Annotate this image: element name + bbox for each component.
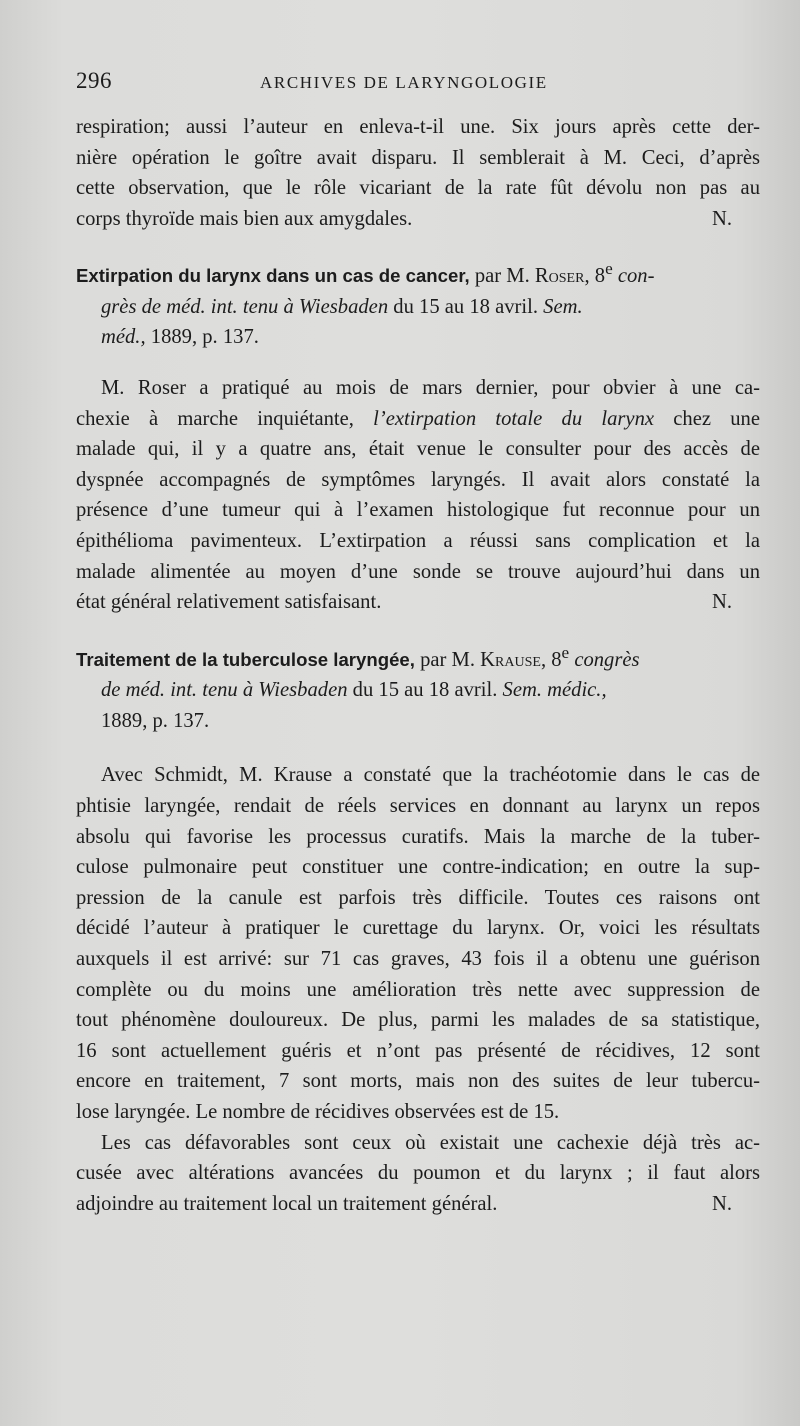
page-content	[76, 68, 760, 1219]
text-line: état général relativement satisfaisant.	[76, 591, 382, 614]
article-2-paragraph-1	[76, 760, 760, 1127]
citation: 1889, p. 137.	[150, 326, 259, 349]
text-line: Avec Schmidt, M. Krause a constaté que la trachéotomie dans le cas de	[101, 764, 760, 787]
page-number: 296	[76, 68, 112, 93]
text-line-with-signature	[76, 204, 760, 235]
text-line: absolu qui favorise les processus curatifs. Mais la marche de la tuber-	[76, 825, 760, 848]
text-line: encore en traitement, 7 sont morts, mais non des suites de leur tubercu-	[76, 1070, 760, 1093]
text-line: adjoindre au traitement local un traitement général.	[76, 1192, 498, 1215]
running-title: ARCHIVES DE LARYNGOLOGIE	[260, 73, 548, 92]
source-name: de méd. int. tenu à Wiesbaden	[101, 679, 348, 702]
text-line: 16 sont actuellement guéris et n’ont pas présenté de récidives, 12 sont	[76, 1039, 760, 1062]
text-line: dyspnée accompagnés de symptômes laryngés. Il avait alors constaté la	[76, 468, 760, 491]
text-line: épithélioma pavimenteux. L’extirpation a réussi sans complication et la	[76, 529, 760, 552]
heading-line: méd., 1889, p. 137.	[101, 326, 259, 349]
text-line: lose laryngée. Le nombre de récidives observées est de 15.	[76, 1100, 560, 1123]
heading-line: Extirpation du larynx dans un cas de cancer, par M. Roser, 8e con-	[76, 259, 655, 288]
text-line: décidé l’auteur à pratiquer le curettage du larynx. Or, voici les résultats	[76, 917, 760, 940]
text-line: phtisie laryngée, rendait de réels services en donnant au larynx un repos	[76, 795, 760, 817]
text-line: respiration; aussi l’auteur en enleva-t-il une. Six jours après cette der-	[76, 116, 760, 138]
running-head	[76, 68, 760, 112]
text-line: nière opération le goître avait disparu. Il semblerait à M. Ceci, d’après	[76, 146, 760, 169]
text-line: chexie à marche inquiétante, l’extirpation totale du larynx chez une	[76, 407, 760, 430]
article-heading-2	[76, 638, 760, 737]
author-name: Krause	[480, 648, 541, 671]
text-line: corps thyroïde mais bien aux amygdales.	[76, 207, 413, 230]
heading-line	[76, 706, 760, 737]
article-title: Traitement de la tuberculose laryngée,	[76, 648, 415, 670]
article-2-paragraph-2	[76, 1128, 760, 1220]
text-line: tout phénomène douloureux. De plus, parmi les malades de sa statistique,	[76, 1009, 760, 1032]
article-heading-1	[76, 254, 760, 353]
text-line: Les cas défavorables sont ceux où existait une cachexie déjà très ac-	[101, 1131, 760, 1154]
signature: N.	[711, 591, 732, 614]
article-1-body	[76, 373, 760, 618]
citation: 1889, p. 137.	[101, 709, 210, 732]
intro-paragraph	[76, 112, 760, 234]
author-name: Roser	[534, 265, 585, 288]
heading-line: grès de méd. int. tenu à Wiesbaden du 15 au 18 avril. Sem.	[101, 295, 583, 318]
heading-line: de méd. int. tenu à Wiesbaden du 15 au 18 avril. Sem. médic.,	[101, 679, 607, 702]
source-name: grès de méd. int. tenu à Wiesbaden	[101, 295, 389, 318]
signature: N.	[711, 207, 732, 230]
text-line: cusée avec altérations avancées du poumon et du larynx ; il faut alors	[76, 1162, 760, 1185]
text-line: malade qui, il y a quatre ans, était venue le consulter pour des accès de	[76, 438, 760, 461]
text-line: complète ou du moins une amélioration très nette avec suppression de	[76, 978, 760, 1001]
text-line: malade alimentée au moyen d’une sonde se trouve aujourd’hui dans un	[76, 560, 760, 583]
emphasis: l’extirpation totale du larynx	[373, 407, 655, 430]
text-line: pression de la canule est parfois très difficile. Toutes ces raisons ont	[76, 886, 760, 909]
text-line-with-signature	[76, 587, 760, 618]
text-line: M. Roser a pratiqué au mois de mars dernier, pour obvier à une ca-	[101, 377, 760, 400]
text-line: présence d’une tumeur qui à l’examen histologique fut reconnue pour un	[76, 499, 760, 522]
heading-line: Traitement de la tuberculose laryngée, par M. Krause, 8e congrès	[76, 642, 640, 671]
text-line-with-signature	[76, 1189, 760, 1220]
text-line: culose pulmonaire peut constituer une contre-indication; en outre la sup-	[76, 856, 760, 879]
signature: N.	[711, 1192, 732, 1215]
text-line: auxquels il est arrivé: sur 71 cas graves, 43 fois il a obtenu une guérison	[76, 947, 760, 970]
article-title: Extirpation du larynx dans un cas de cancer,	[76, 265, 470, 287]
text-line: cette observation, que le rôle vicariant de la rate fût dévolu non pas au	[76, 177, 760, 200]
